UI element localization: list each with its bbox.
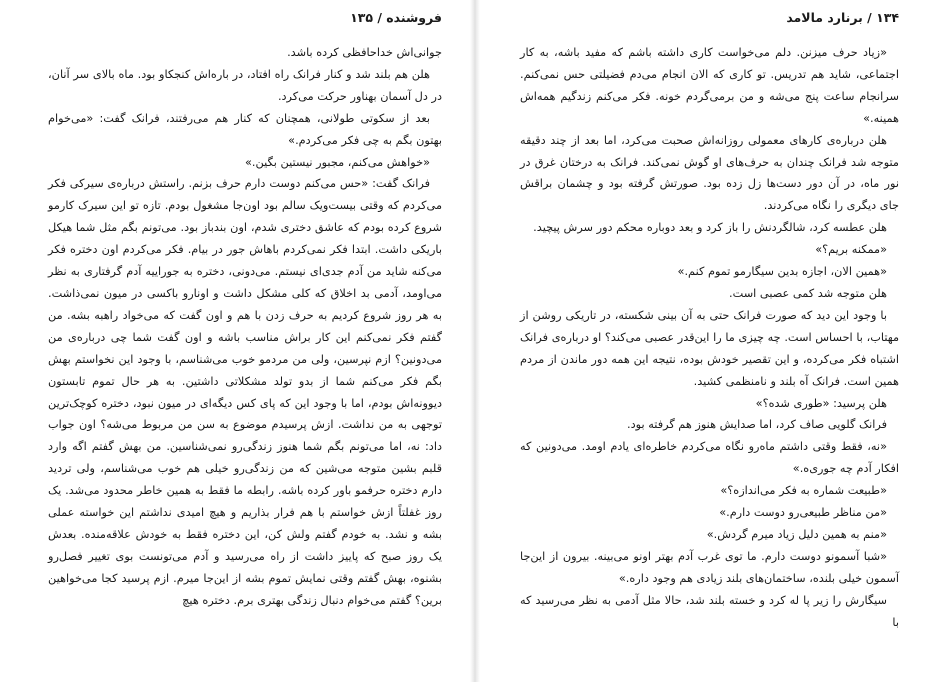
left-page-body <box>48 42 442 612</box>
left-paragraph: جوانی‌اش خداحافظی کرده باشد. <box>287 46 442 59</box>
left-paragraph: «خواهش می‌کنم، مجبور نیستین بگین.» <box>245 155 430 169</box>
right-paragraph: هلن متوجه شد کمی عصبی است. <box>729 286 887 300</box>
right-paragraph: «من مناظر طبیعی‌رو دوست دارم.» <box>719 506 887 520</box>
right-page <box>480 0 949 682</box>
right-page-body <box>520 42 899 633</box>
right-paragraph: «زیاد حرف میزنن. دلم می‌خواست کاری داشته باشم که مفید باشه، به کار اجتماعی، شاید هم تدریس. تو کاری که الان انجام می‌دم فضیلتی حس نمی‌کنم. سرانجام ساعت پنج می‌شه و من برمی‌گردم خونه. فکر می‌کنم زندگیم همه‌اش همینه.» <box>520 46 899 125</box>
right-page-header: ۱۳۴ / برنارد مالامد <box>786 10 899 25</box>
right-paragraph: «نه، فقط وقتی داشتم ماه‌رو نگاه می‌کردم خاطره‌ای یادم اومد. می‌دونین که افکار آدم چه جوری‌ه.» <box>520 440 899 476</box>
right-paragraph: هلن پرسید: «طوری شده؟» <box>755 396 887 410</box>
right-paragraph: هلن عطسه کرد، شالگردنش را باز کرد و بعد دوباره محکم دور سرش پیچید. <box>533 221 887 235</box>
right-paragraph: «ممکنه بریم؟» <box>815 243 887 257</box>
right-paragraph: هلن درباره‌ی کارهای معمولی روزانه‌اش صحبت می‌کرد، اما بعد از چند دقیقه متوجه شد فرانک چندان به حرف‌های او گوش نمی‌کند. فرانک به درختان غرق در نور ماه، در آن دور دست‌ها زل زده بود. صورتش گرفته بود و چشمان براقش جای دیگری را نگاه می‌کردند. <box>520 133 899 213</box>
left-paragraph: بعد از سکوتی طولانی، همچنان که کنار هم می‌رفتند، فرانک گفت: «می‌خوام بهتون بگم به چی فکر می‌کردم.» <box>48 111 442 147</box>
right-paragraph: «منم به همین دلیل زیاد میرم گردش.» <box>706 527 887 541</box>
left-page <box>0 0 470 682</box>
right-paragraph: فرانک گلویی صاف کرد، اما صدایش هنوز هم گرفته بود. <box>627 418 887 432</box>
right-paragraph: با وجود این دید که صورت فرانک حتی به آن بینی شکسته، در تاریکی روشن از مهتاب، با احساس است. چه چیزی ما را این‌قدر عصبی می‌کند؟ او درباره‌ی فرانک اشتباه فکر می‌کرده، و این تقصیر خودش بوده، نتیجه این همه دور ماندن از مردم همین است. فرانک آه بلند و نامنظمی کشید. <box>520 308 899 388</box>
left-page-header: فروشنده / ۱۳۵ <box>350 10 442 25</box>
left-paragraph: هلن هم بلند شد و کنار فرانک راه افتاد، در باره‌اش کنجکاو بود. ماه بالای سر آنان، در دل آسمان بهناور حرکت می‌کرد. <box>48 67 442 103</box>
right-paragraph: «شبا آسمونو دوست دارم. ما توی غرب آدم بهتر اونو می‌بینه. بیرون از این‌جا آسمون خیلی بلنده، ساختمان‌های بلند زیادی هم وجود داره.» <box>520 549 899 585</box>
left-paragraph: فرانک گفت: «حس می‌کنم دوست دارم حرف بزنم. راستش درباره‌ی سیرکی فکر می‌کردم که وقتی بیست‌ویک سالم بود اون‌جا مشغول بودم. تازه تو این سیرک کارمو شروع کرده بودم که عاشق دختری شدم، اون بندباز بود. می‌تونم بگم مثل شما هیکل باریکی داشت. ابتدا فکر نمی‌کردم باهاش جور در بیام. فکر می‌کردم اون دختره فکر می‌کنه شاید من آدم جدی‌ای نیستم. می‌دونی، دختره به جوراییه آدم گرفتاری به نظر می‌اومد، آدمی بد اخلاق که کلی مشکل داشت و اونارو باکسی در میون نمی‌ذاشت. به هر روز شروع کردیم به حرف زدن با هم و اون گفت که می‌خواد راهبه بشه. من گفتم فکر نمی‌کنم این کار براش مناسب باشه و اون گفت شما چی درباره‌ی من می‌دونین؟ ازم نپرسین، ولی من مردمو خوب می‌شناسم، با وجود این نخواستم بهش بگم فکر می‌کنم شما از بدو تولد مشکلاتی داشتین. به هر حال تموم تابستون دیوونه‌اش بودم، اما با وجود این که پای کس دیگه‌ای در میون نبود، دختره کوچک‌ترین توجهی به من نداشت. ازش پرسیدم موضوع به سن من مربوط می‌شه؟ اون جواب داد: نه، اما می‌تونم بگم شما هنوز زندگی‌رو نمی‌شناسین. من بهش گفتم اگه وارد قلبم بشین متوجه می‌شین که من زندگی‌رو خیلی هم خوب می‌شناسم، ولی تردید دارم دختره حرفمو باور کرده باشه. رابطه ما فقط به همین خاطر محدود می‌شد. یک روز غفلتاً ازش خواستم با هم فرار بذاریم و هیچ امیدی نداشتم این خواسته عملی بشه و نشد. به خودم گفتم ولش کن، این دختره فقط به خودش علاقه‌منده. بعدش یک روز صبح که پاییز داشت از راه می‌رسید و آدم می‌تونست بوی تغییر فصل‌رو بشنوه، بهش گفتم وقتی نمایش تموم بشه از این‌جا میرم. ازم پرسید کجا می‌خواهین برین؟ گفتم می‌خوام دنبال زندگی بهتری برم. دختره هیچ <box>48 177 442 607</box>
right-paragraph: «همین الان، اجازه بدین سیگارمو تموم کنم.» <box>677 265 887 279</box>
right-paragraph: سیگارش را زیر پا له کرد و خسته بلند شد، حالا مثل آدمی به نظر می‌رسید که با <box>520 593 899 629</box>
right-paragraph: «طبیعت شماره به فکر می‌اندازه؟» <box>720 484 887 498</box>
book-gutter <box>470 0 480 682</box>
